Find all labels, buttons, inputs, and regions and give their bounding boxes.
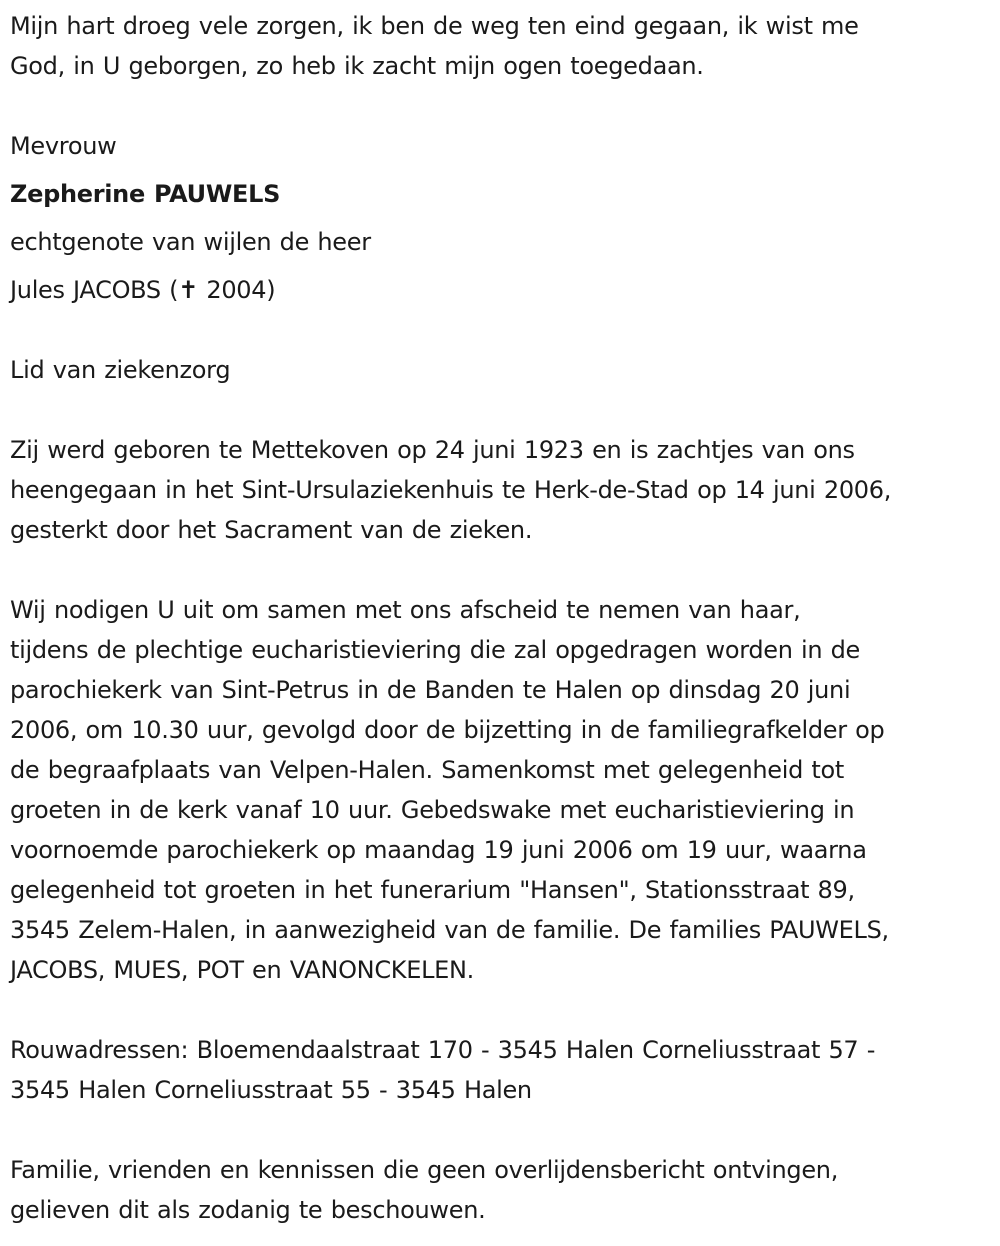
paragraph-line: 3545 Zelem-Halen, in aanwezigheid van de familie. De families PAUWELS, [10, 916, 889, 944]
paragraph-line: Wij nodigen U uit om samen met ons afscheid te nemen van haar, [10, 596, 801, 624]
birth-death-paragraph [10, 430, 995, 550]
membership-text: Lid van ziekenzorg [10, 356, 231, 384]
paragraph-line: parochiekerk van Sint-Petrus in de Banden te Halen op dinsdag 20 juni [10, 676, 851, 704]
paragraph-line: Rouwadressen: Bloemendaalstraat 170 - 3545 Halen Corneliusstraat 57 - [10, 1036, 876, 1064]
paragraph-line: Zij werd geboren te Mettekoven op 24 juni 1923 en is zachtjes van ons [10, 436, 855, 464]
ceremony-paragraph [10, 590, 995, 990]
spouse-name: Jules JACOBS (✝ 2004) [10, 276, 276, 304]
deceased-name: Zepherine PAUWELS [10, 180, 281, 208]
closing-note [10, 1150, 995, 1230]
verse-line: God, in U geborgen, zo heb ik zacht mijn ogen toegedaan. [10, 52, 704, 80]
paragraph-line: groeten in de kerk vanaf 10 uur. Gebedswake met eucharistieviering in [10, 796, 855, 824]
paragraph-line: JACOBS, MUES, POT en VANONCKELEN. [10, 956, 474, 984]
paragraph-line: voornoemde parochiekerk op maandag 19 juni 2006 om 19 uur, waarna [10, 836, 867, 864]
paragraph-line: tijdens de plechtige eucharistieviering die zal opgedragen worden in de [10, 636, 860, 664]
paragraph-line: gesterkt door het Sacrament van de zieken. [10, 516, 533, 544]
paragraph-line: gelieven dit als zodanig te beschouwen. [10, 1196, 486, 1224]
paragraph-line: de begraafplaats van Velpen-Halen. Samenkomst met gelegenheid tot [10, 756, 845, 784]
relation-text: echtgenote van wijlen de heer [10, 228, 371, 256]
honorific-title: Mevrouw [10, 132, 117, 160]
paragraph-line: Familie, vrienden en kennissen die geen overlijdensbericht ontvingen, [10, 1156, 839, 1184]
opening-verse [10, 6, 995, 86]
mourning-addresses [10, 1030, 995, 1110]
paragraph-line: heengegaan in het Sint-Ursulaziekenhuis te Herk-de-Stad op 14 juni 2006, [10, 476, 892, 504]
verse-line: Mijn hart droeg vele zorgen, ik ben de weg ten eind gegaan, ik wist me [10, 12, 859, 40]
paragraph-line: 2006, om 10.30 uur, gevolgd door de bijzetting in de familiegrafkelder op [10, 716, 885, 744]
paragraph-line: 3545 Halen Corneliusstraat 55 - 3545 Halen [10, 1076, 532, 1104]
paragraph-line: gelegenheid tot groeten in het funerarium "Hansen", Stationsstraat 89, [10, 876, 855, 904]
